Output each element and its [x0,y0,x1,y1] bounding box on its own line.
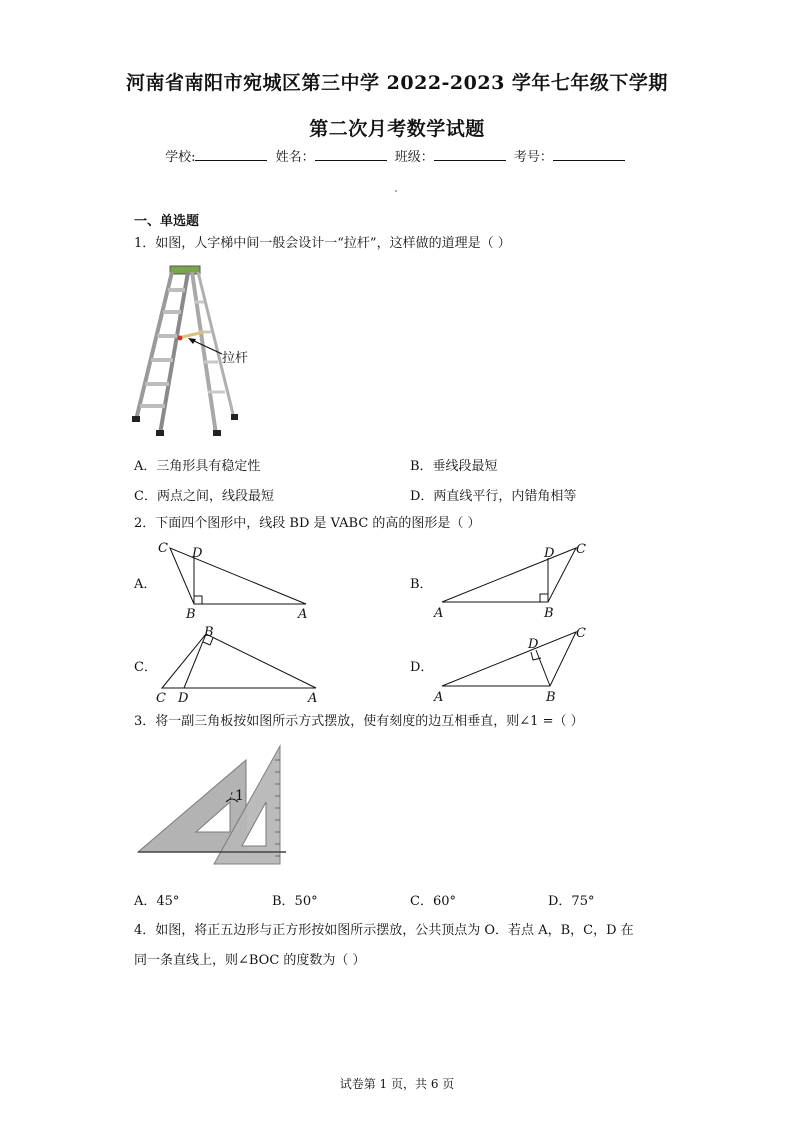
q1-option-d: D．两直线平行，内错角相等 [410,489,577,504]
school-blank [195,148,267,161]
q2d-label-a: A [434,690,444,705]
q2-option-d-letter: D． [410,660,434,675]
q2-figure-d [430,622,600,706]
class-label: 班级： [394,150,434,165]
q2-option-b-letter: B． [410,577,433,592]
q3-option-a: A．45° [134,894,180,909]
q3-option-b: B．50° [272,894,318,909]
q2b-label-d: D [544,546,555,561]
brace-label: 拉杆 [222,351,249,366]
q2b-label-b: B [544,606,554,621]
question-3-stem: 3．将一副三角板按如图所示方式摆放，使有刻度的边互相垂直，则∠1 =（ ） [134,714,584,729]
q2c-label-d: D [178,691,189,706]
q2-figure-c [150,622,325,706]
class-blank [434,148,506,161]
number-label: 考号： [513,150,553,165]
q2a-label-a: A [298,607,308,622]
q2-option-a-letter: A． [134,577,157,592]
angle-1-label: 1 [235,788,244,804]
center-dot [395,190,397,192]
q2a-label-b: B [186,607,196,622]
section-heading: 一、单选题 [134,214,200,229]
set-squares-figure [134,740,294,870]
question-2-stem: 2．下面四个图形中，线段 BD 是 VABC 的高的图形是（ ） [134,516,481,531]
q2d-label-b: B [546,690,556,705]
page-footer: 试卷第 1 页，共 6 页 [339,1077,455,1091]
q3-option-c: C．60° [410,894,456,909]
name-label: 姓名： [275,150,315,165]
q2-option-c-letter: C． [134,660,157,675]
q2c-label-c: C [156,691,166,706]
question-1-stem: 1．如图，人字梯中间一般会设计一“拉杆”，这样做的道理是（ ） [134,236,511,251]
q2b-label-c: C [576,542,586,557]
q2a-label-d: D [192,546,203,561]
school-label: 学校: [165,150,196,165]
name-blank [315,148,387,161]
number-blank [553,148,625,161]
q3-option-d: D．75° [548,894,595,909]
q1-option-c: C．两点之间，线段最短 [134,489,274,504]
q2c-label-b: B [204,625,214,640]
q2-figure-b [430,538,600,622]
q2c-label-a: A [308,691,318,706]
q2d-label-d: D [528,637,539,652]
q1-option-b: B．垂线段最短 [410,459,498,474]
q2d-label-c: C [576,626,586,641]
question-4-stem-line1: 4．如图，将正五边形与正方形按如图所示摆放，公共顶点为 O．若点 A，B，C，D 在 [134,923,634,938]
student-info-line [0,146,794,165]
exam-title-line1: 河南省南阳市宛城区第三中学 2022-2023 学年七年级下学期 [126,72,668,94]
exam-title-line2: 第二次月考数学试题 [309,118,485,140]
q2-figure-a [150,538,320,622]
question-4-stem-line2: 同一条直线上，则∠BOC 的度数为（ ） [134,953,366,968]
q2a-label-c: C [158,541,168,556]
q2b-label-a: A [434,606,444,621]
ladder-figure [130,262,280,442]
q1-option-a: A．三角形具有稳定性 [134,459,261,474]
